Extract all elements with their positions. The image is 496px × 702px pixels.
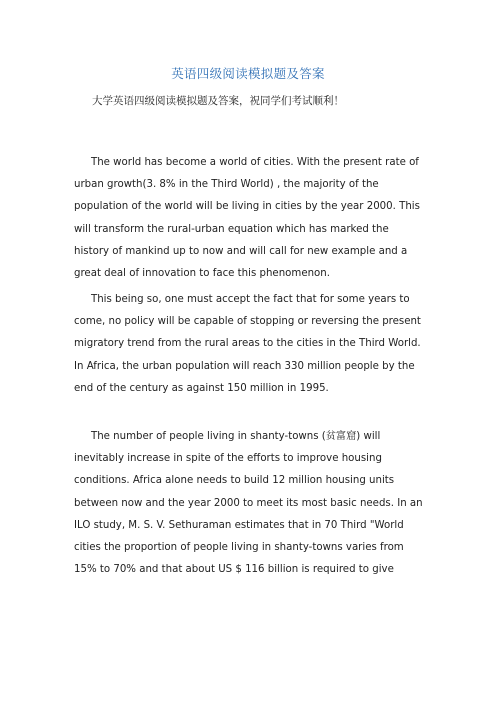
paragraph-1 <box>74 152 428 285</box>
paragraph-line: between now and the year 2000 to meet its most basic needs. In an <box>74 497 423 509</box>
paragraph-line: 15% to 70% and that about US $ 116 billion is required to give <box>74 564 394 576</box>
document-title: 英语四级阅读模拟题及答案 <box>171 66 325 81</box>
paragraph-2 <box>74 289 428 400</box>
paragraph-line: cities the proportion of people living in shanty-towns varies from <box>74 542 404 554</box>
paragraph-3 <box>74 426 428 581</box>
paragraph-line: urban growth(3. 8% in the Third World) , the majority of the <box>74 179 379 191</box>
paragraph-line: end of the century as against 150 million in 1995. <box>74 382 329 394</box>
paragraph-line: The number of people living in shanty-towns (贫富窟) will <box>91 431 381 442</box>
paragraph-line: migratory trend from the rural areas to the cities in the Third World. <box>74 338 421 350</box>
paragraph-line: history of mankind up to now and will call for new example and a <box>74 245 408 257</box>
paragraph-line: will transform the rural-urban equation which has marked the <box>74 223 389 235</box>
paragraph-line: In Africa, the urban population will reach 330 million people by the <box>74 360 415 372</box>
paragraph-line: inevitably increase in spite of the efforts to improve housing <box>74 453 382 465</box>
paragraph-line: This being so, one must accept the fact that for some years to <box>91 294 410 305</box>
paragraph-line: come, no policy will be capable of stopping or reversing the present <box>74 316 421 328</box>
paragraph-line: population of the world will be living in cities by the year 2000. This <box>74 201 420 213</box>
paragraph-line: great deal of innovation to face this phenomenon. <box>74 268 330 280</box>
paragraph-line: conditions. Africa alone needs to build 12 million housing units <box>74 475 395 487</box>
intro-line: 大学英语四级阅读模拟题及答案，祝同学们考试顺利！ <box>92 95 344 107</box>
paragraph-line: ILO study, M. S. V. Sethuraman estimates that in 70 Third "World <box>74 519 404 531</box>
paragraph-line: The world has become a world of cities. With the present rate of <box>91 157 419 168</box>
